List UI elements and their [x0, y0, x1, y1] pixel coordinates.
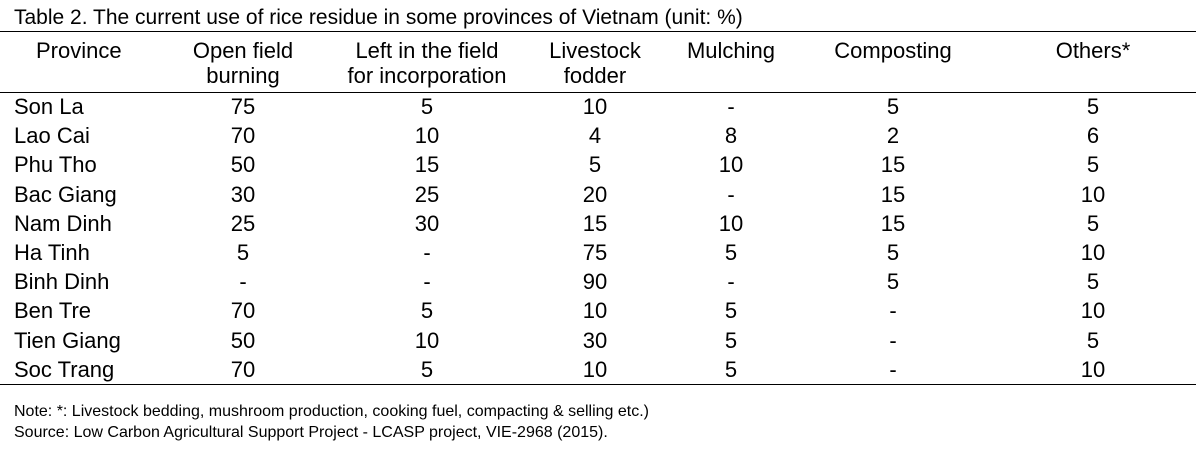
cell-mulching: -: [727, 269, 735, 295]
cell-fodder: 10: [582, 356, 608, 382]
column-header-province: Province: [36, 38, 122, 63]
cell-province: Bac Giang: [14, 181, 117, 207]
cell-mulching: 5: [724, 356, 738, 382]
cell-province: Soc Trang: [14, 356, 115, 382]
table-caption: Table 2. The current use of rice residue in some provinces of Vietnam (unit: %): [14, 6, 743, 29]
table-row: [0, 180, 1196, 209]
cell-incorporation: 30: [414, 210, 440, 236]
cell-mulching: 5: [724, 240, 738, 266]
cell-burning: 70: [230, 298, 256, 324]
table-header-row: [0, 32, 1196, 93]
cell-composting: 2: [886, 123, 900, 149]
table-row: [0, 209, 1196, 238]
cell-composting: 15: [880, 210, 906, 236]
cell-fodder: 4: [588, 123, 602, 149]
table-body: [0, 93, 1196, 385]
column-header-others: Others*: [1055, 38, 1131, 63]
cell-others: 5: [1086, 152, 1100, 178]
cell-burning: 5: [236, 240, 250, 266]
cell-composting: 5: [886, 240, 900, 266]
cell-fodder: 5: [588, 152, 602, 178]
cell-burning: 25: [230, 210, 256, 236]
cell-fodder: 75: [582, 240, 608, 266]
cell-province: Binh Dinh: [14, 269, 110, 295]
cell-burning: -: [239, 269, 247, 295]
cell-composting: 5: [886, 269, 900, 295]
cell-composting: 15: [880, 152, 906, 178]
cell-others: 10: [1080, 240, 1106, 266]
cell-burning: 70: [230, 356, 256, 382]
cell-mulching: 5: [724, 298, 738, 324]
cell-others: 5: [1086, 269, 1100, 295]
cell-incorporation: 10: [414, 123, 440, 149]
table-row: [0, 355, 1196, 384]
cell-incorporation: 5: [420, 94, 434, 120]
table-row: [0, 268, 1196, 297]
cell-mulching: -: [727, 181, 735, 207]
table-notes: [14, 401, 649, 443]
cell-province: Tien Giang: [14, 327, 121, 353]
cell-incorporation: 5: [420, 298, 434, 324]
cell-mulching: -: [727, 94, 735, 120]
cell-others: 10: [1080, 356, 1106, 382]
cell-incorporation: -: [423, 269, 431, 295]
footnote: Note: *: Livestock bedding, mushroom production, cooking fuel, compacting & selling etc.): [14, 403, 649, 420]
cell-others: 5: [1086, 327, 1100, 353]
source-line: Source: Low Carbon Agricultural Support Project - LCASP project, VIE-2968 (2015).: [14, 424, 608, 441]
column-header-left-in-field: Left in the field for incorporation: [347, 38, 507, 88]
cell-incorporation: -: [423, 240, 431, 266]
column-header-mulching: Mulching: [686, 38, 776, 63]
cell-others: 5: [1086, 94, 1100, 120]
cell-fodder: 10: [582, 298, 608, 324]
cell-burning: 75: [230, 94, 256, 120]
cell-others: 6: [1086, 123, 1100, 149]
rice-residue-table: [0, 31, 1196, 385]
table-row: [0, 122, 1196, 151]
cell-others: 10: [1080, 298, 1106, 324]
cell-province: Ha Tinh: [14, 240, 90, 266]
cell-mulching: 10: [718, 210, 744, 236]
cell-fodder: 90: [582, 269, 608, 295]
cell-fodder: 20: [582, 181, 608, 207]
cell-composting: -: [889, 327, 897, 353]
table-row: [0, 238, 1196, 267]
cell-incorporation: 15: [414, 152, 440, 178]
column-header-composting: Composting: [834, 38, 952, 63]
cell-composting: -: [889, 356, 897, 382]
cell-burning: 70: [230, 123, 256, 149]
cell-composting: 5: [886, 94, 900, 120]
cell-province: Ben Tre: [14, 298, 92, 324]
cell-burning: 50: [230, 327, 256, 353]
cell-province: Phu Tho: [14, 152, 97, 178]
cell-fodder: 15: [582, 210, 608, 236]
cell-incorporation: 5: [420, 356, 434, 382]
cell-composting: -: [889, 298, 897, 324]
cell-mulching: 8: [724, 123, 738, 149]
cell-mulching: 5: [724, 327, 738, 353]
table-row: [0, 297, 1196, 326]
cell-fodder: 30: [582, 327, 608, 353]
cell-composting: 15: [880, 181, 906, 207]
cell-incorporation: 25: [414, 181, 440, 207]
table-row: [0, 326, 1196, 355]
cell-province: Lao Cai: [14, 123, 90, 149]
cell-province: Nam Dinh: [14, 210, 112, 236]
cell-fodder: 10: [582, 94, 608, 120]
cell-province: Son La: [14, 94, 84, 120]
cell-burning: 50: [230, 152, 256, 178]
table-row: [0, 93, 1196, 122]
column-header-livestock-fodder: Livestock fodder: [549, 38, 641, 88]
cell-others: 10: [1080, 181, 1106, 207]
column-header-open-field-burning: Open field burning: [192, 38, 294, 88]
table-row: [0, 151, 1196, 180]
cell-burning: 30: [230, 181, 256, 207]
cell-incorporation: 10: [414, 327, 440, 353]
cell-mulching: 10: [718, 152, 744, 178]
cell-others: 5: [1086, 210, 1100, 236]
